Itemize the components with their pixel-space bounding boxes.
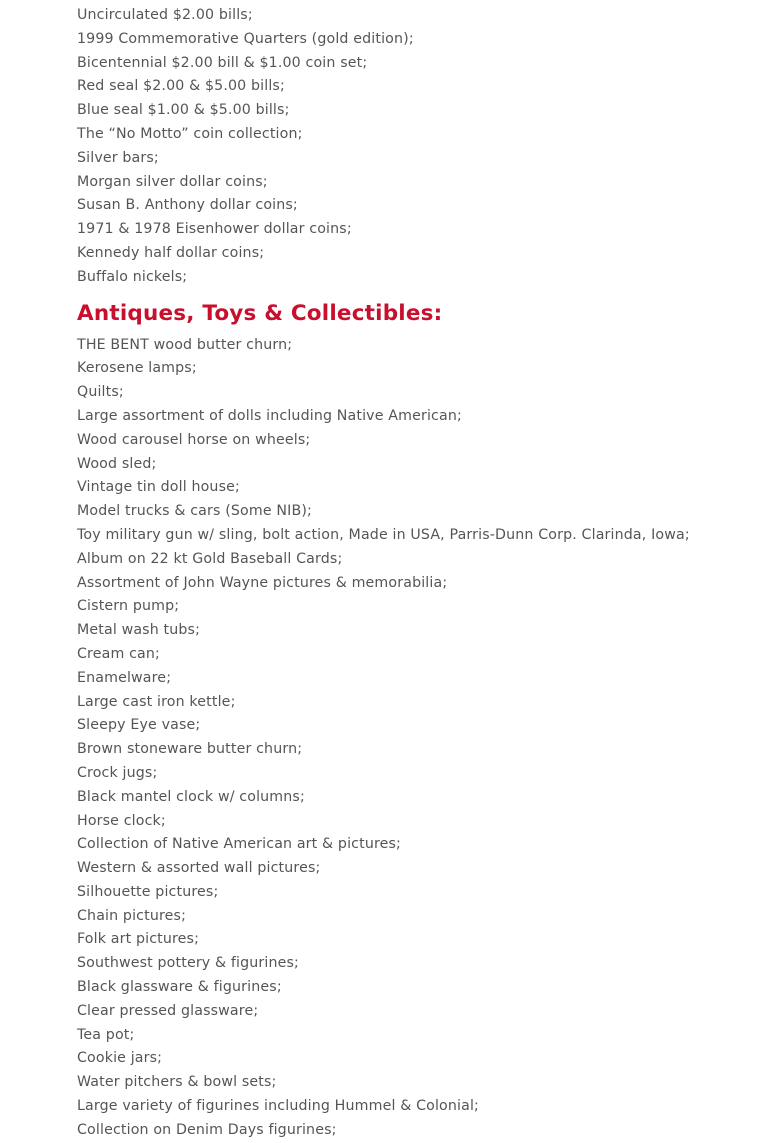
list-item: Metal wash tubs; (77, 622, 201, 639)
coins-list (77, 4, 757, 290)
list-item: Cistern pump; (77, 598, 180, 615)
list-item: 1999 Commemorative Quarters (gold edition); (77, 30, 414, 47)
list-item: Susan B. Anthony dollar coins; (77, 197, 298, 214)
list-item: Folk art pictures; (77, 931, 200, 948)
list-item: Tea pot; (77, 1026, 135, 1043)
list-item: Sleepy Eye vase; (77, 717, 201, 734)
list-item: Large cast iron kettle; (77, 693, 236, 710)
list-item: Wood sled; (77, 455, 157, 472)
list-item: Silhouette pictures; (77, 883, 219, 900)
list-item: Horse clock; (77, 812, 166, 829)
list-item: Album on 22 kt Gold Baseball Cards; (77, 550, 343, 567)
list-item: Quilts; (77, 384, 124, 401)
list-item: Assortment of John Wayne pictures & memorabilia; (77, 574, 448, 591)
list-item: Morgan silver dollar coins; (77, 173, 268, 190)
list-item: THE BENT wood butter churn; (77, 336, 293, 353)
section-heading-antiques: Antiques, Toys & Collectibles: (77, 300, 443, 326)
list-item: Water pitchers & bowl sets; (77, 1074, 277, 1091)
list-item: Large variety of figurines including Hummel & Colonial; (77, 1098, 479, 1115)
list-item: Blue seal $1.00 & $5.00 bills; (77, 102, 290, 119)
list-item: Cookie jars; (77, 1050, 163, 1067)
list-item: Collection of Native American art & pictures; (77, 836, 401, 853)
list-item: 1971 & 1978 Eisenhower dollar coins; (77, 221, 352, 238)
list-item: Model trucks & cars (Some NIB); (77, 503, 312, 520)
list-item: The “No Motto” coin collection; (77, 125, 303, 142)
list-item: Kennedy half dollar coins; (77, 244, 265, 261)
list-item: Large assortment of dolls including Native American; (77, 407, 462, 424)
list-item: Western & assorted wall pictures; (77, 860, 321, 877)
list-item: Vintage tin doll house; (77, 479, 240, 496)
list-item: Chain pictures; (77, 907, 187, 924)
list-item: Toy military gun w/ sling, bolt action, Made in USA, Parris-Dunn Corp. Clarinda, Iowa; (77, 526, 690, 543)
list-item: Clear pressed glassware; (77, 1002, 259, 1019)
auction-listing-content (77, 4, 757, 1143)
list-item: Cream can; (77, 645, 160, 662)
list-item: Enamelware; (77, 669, 172, 686)
list-item: Kerosene lamps; (77, 360, 197, 377)
list-item: Black mantel clock w/ columns; (77, 788, 305, 805)
list-item: Southwest pottery & figurines; (77, 955, 299, 972)
list-item: Silver bars; (77, 149, 159, 166)
list-item: Buffalo nickels; (77, 268, 188, 285)
list-item: Crock jugs; (77, 764, 158, 781)
list-item: Red seal $2.00 & $5.00 bills; (77, 78, 285, 95)
list-item: Wood carousel horse on wheels; (77, 431, 311, 448)
list-item: Bicentennial $2.00 bill & $1.00 coin set; (77, 54, 368, 71)
list-item: Brown stoneware butter churn; (77, 741, 303, 758)
list-item: Uncirculated $2.00 bills; (77, 7, 253, 23)
list-item: Collection on Denim Days figurines; (77, 1121, 337, 1138)
antiques-list (77, 334, 757, 1143)
list-item: Black glassware & figurines; (77, 979, 282, 996)
